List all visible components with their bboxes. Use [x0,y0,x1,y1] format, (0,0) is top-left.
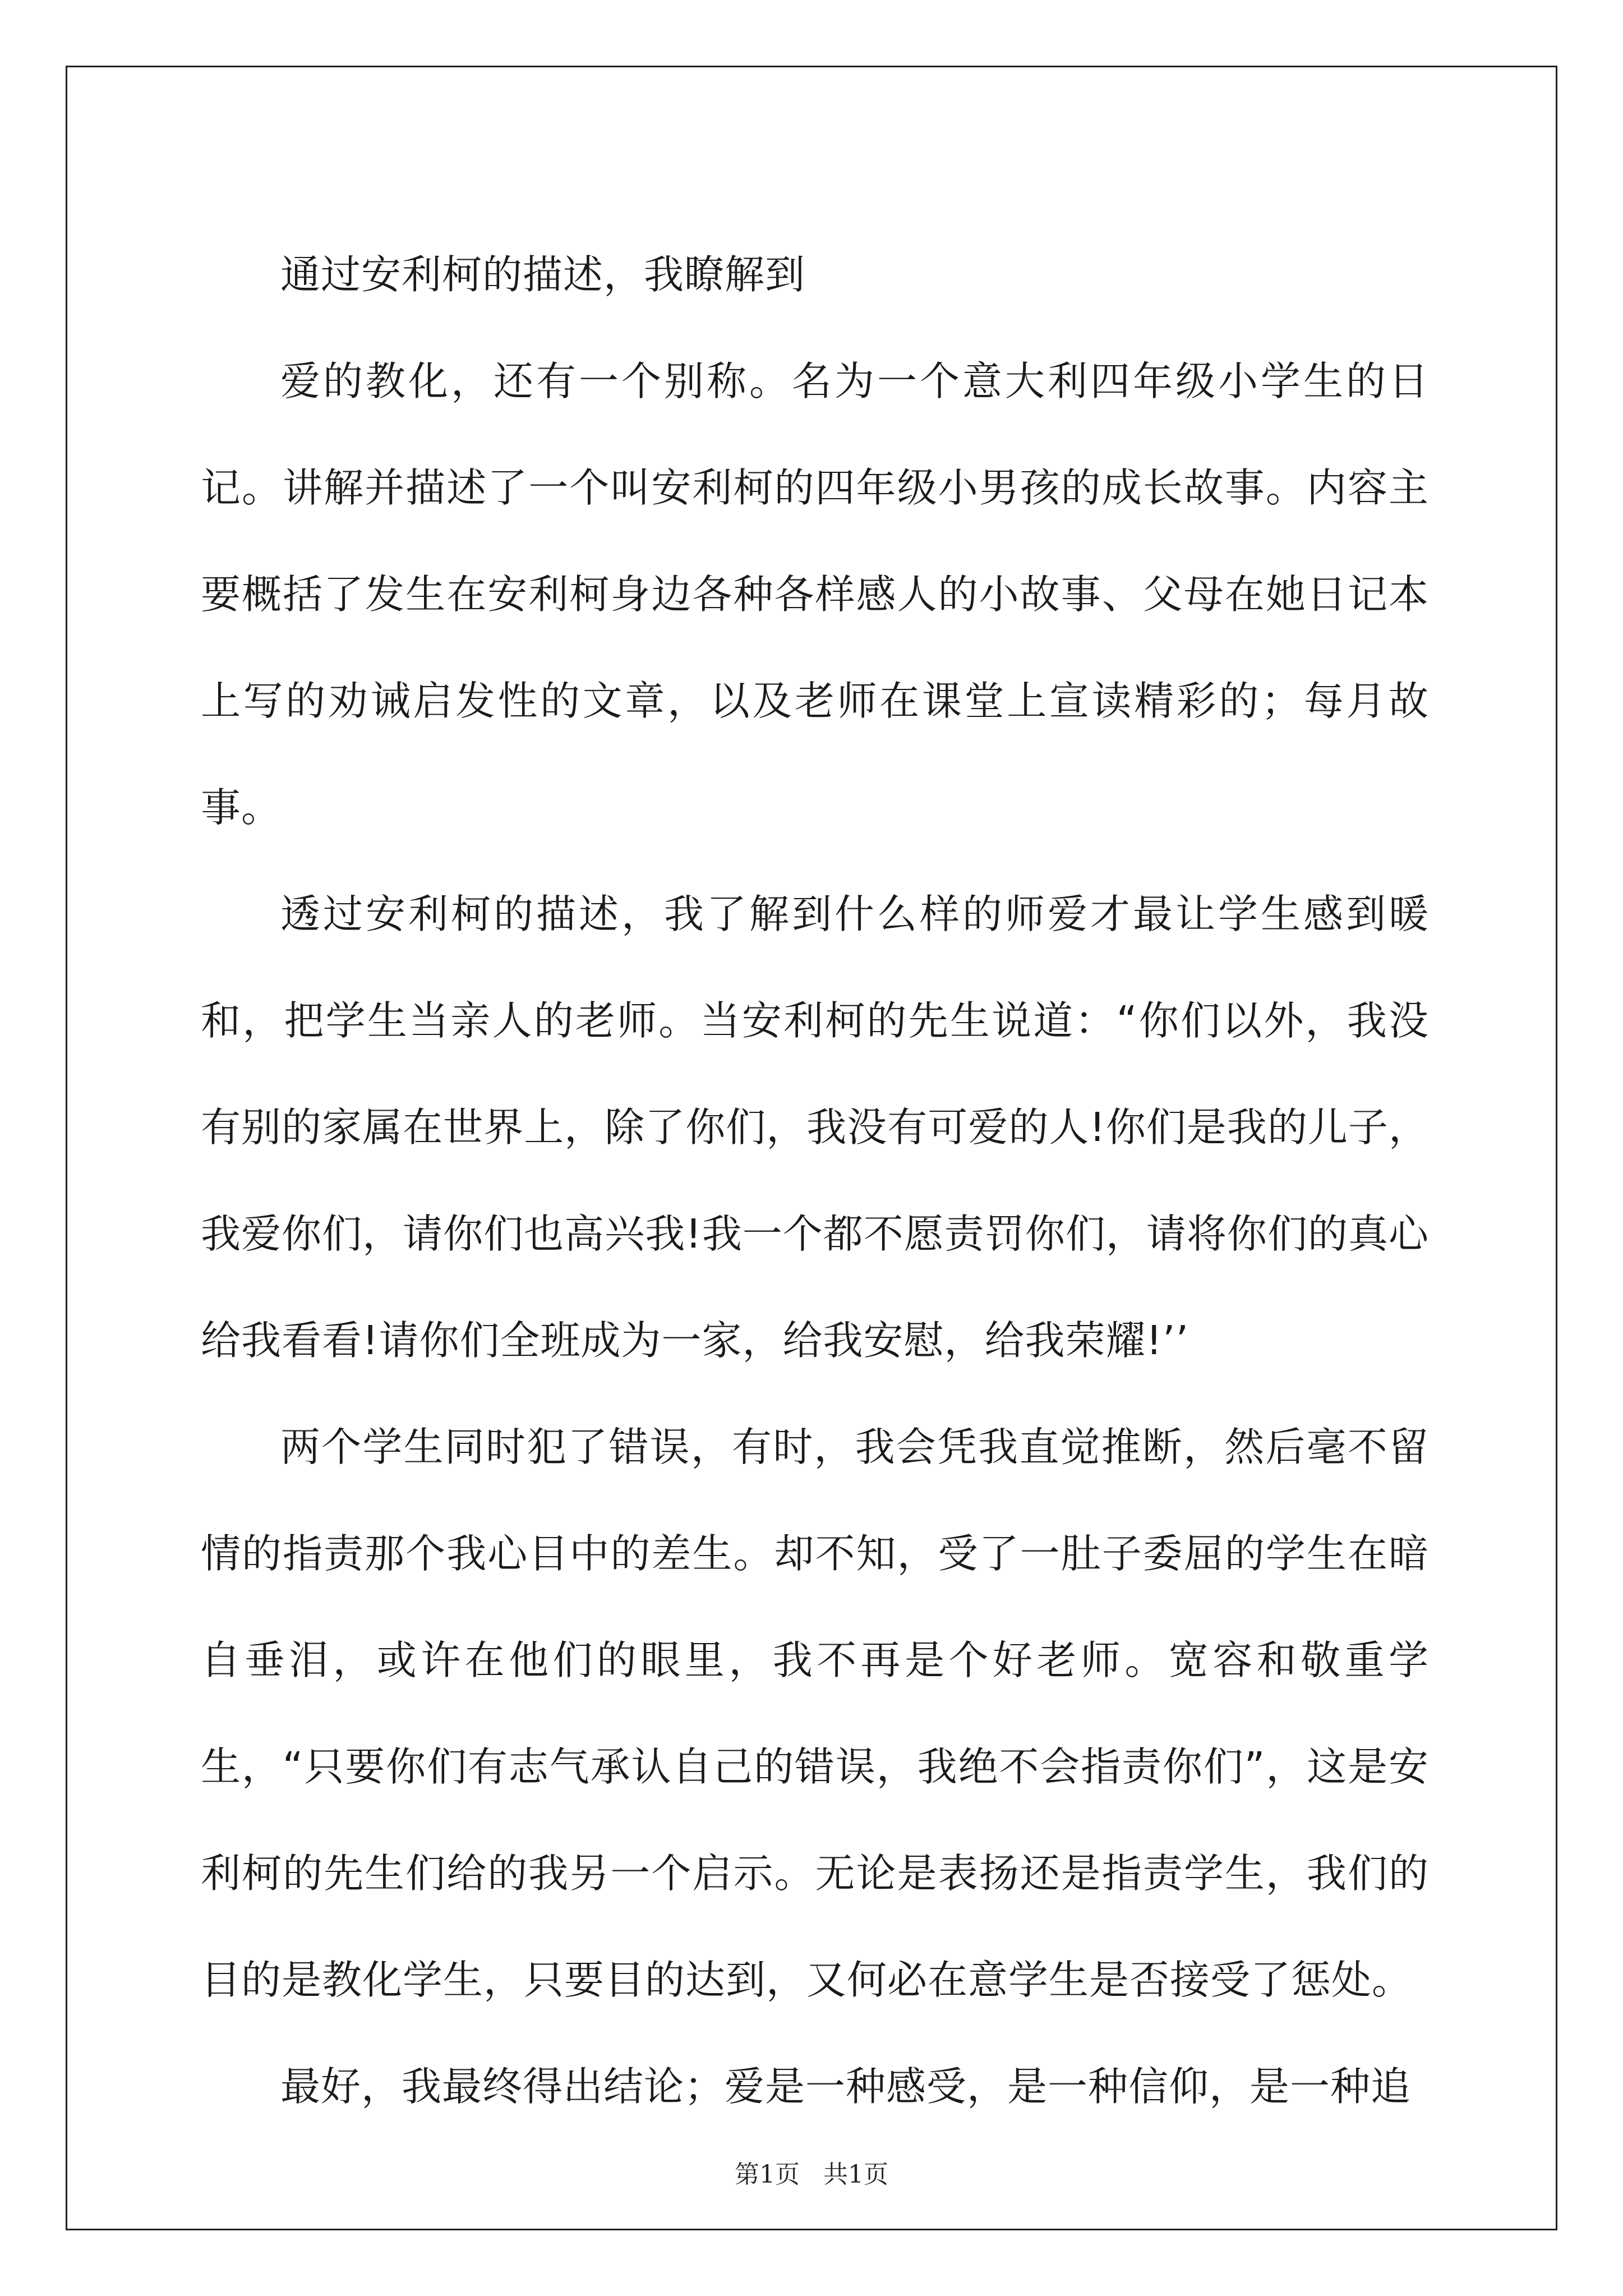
paragraph-5: 最好，我最终得出结论；爱是一种感受，是一种信仰，是一种追 [280,2063,1412,2110]
footer-gap [800,2160,823,2189]
page-footer [0,2154,1623,2190]
paragraph-2: 爱的教化，还有一个别称。名为一个意大利四年级小学生的日记。讲解并描述了一个叫安利柯的四年级小男孩的成长故事。内容主要概括了发生在安利柯身边各种各样感人的小故事、父母在她日记本上写的劝诫启发性的文章，以及老师在课堂上宣读精彩的；每月故事。 [201,358,1429,831]
page-number: 第1页 [735,2160,800,2189]
document-body [201,222,1429,2140]
paragraph-4: 两个学生同时犯了错误，有时，我会凭我直觉推断，然后毫不留情的指责那个我心目中的差生。却不知，受了一肚子委屈的学生在暗自垂泪，或许在他们的眼里，我不再是个好老师。宽容和敬重学生，“只要你们有志气承认自己的错误，我绝不会指责你们”，这是安利柯的先生们给的我另一个启示。无论是表扬还是指责学生，我们的目的是教化学生，只要目的达到，又何必在意学生是否接受了惩处。 [201,1424,1429,2003]
total-pages: 共1页 [823,2160,888,2189]
paragraph-1: 通过安利柯的描述，我瞭解到 [280,251,806,298]
paragraph-3: 透过安利柯的描述，我了解到什么样的师爱才最让学生感到暖和，把学生当亲人的老师。当安利柯的先生说道：“你们以外，我没有别的家属在世界上，除了你们，我没有可爱的人!你们是我的儿子，我爱你们，请你们也高兴我!我一个都不愿责罚你们，请将你们的真心给我看看!请你们全班成为一家，给我安慰，给我荣耀!’’ [201,891,1429,1364]
